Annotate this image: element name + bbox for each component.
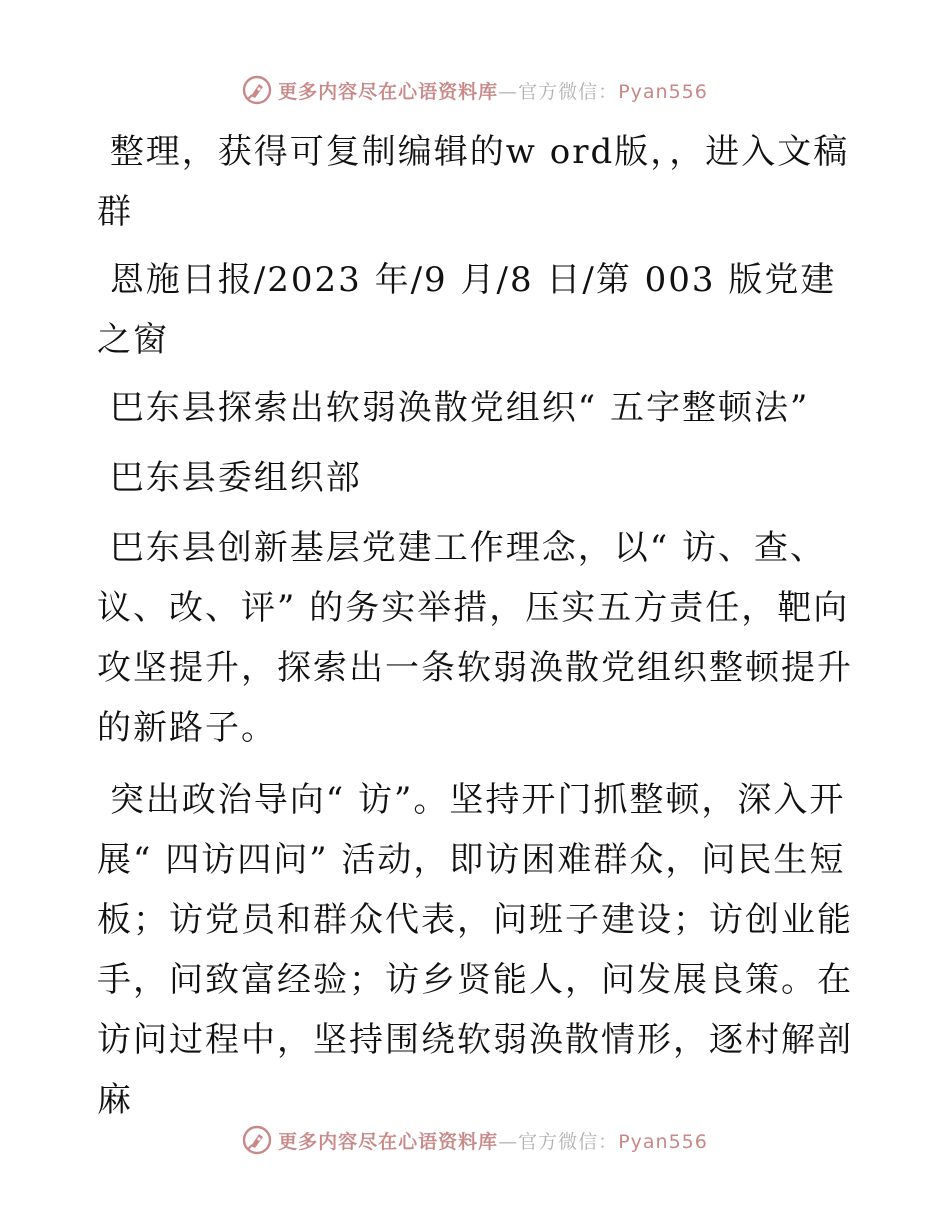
watermark-separator: — bbox=[498, 1130, 519, 1153]
source-line: 恩施日报/2023 年/9 月/8 日/第 003 版党建之窗 bbox=[97, 260, 837, 360]
watermark-id: Pyan556 bbox=[618, 80, 708, 103]
watermark-brand: 更多内容尽在心语资料库 bbox=[278, 1130, 499, 1153]
article-title: 巴东县探索出软弱涣散党组织“ 五字整顿法” bbox=[97, 388, 810, 428]
paragraph: 突出政治导向“ 访”。坚持开门抓整顿，深入开展“ 四访四问” 活动，即访困难群众，问民生短板；访党员和群众代表，问班子建设；访创业能手，问致富经验；访乡贤能人，问发展良策。在访问过程中，坚持围绕软弱涣散情形，逐村解剖麻 bbox=[97, 780, 853, 1120]
watermark-text bbox=[278, 1127, 708, 1154]
article-author: 巴东县委组织部 bbox=[97, 458, 362, 498]
pen-nib-circle-icon bbox=[242, 1125, 272, 1155]
paragraph: 巴东县创新基层党建工作理念，以“ 访、查、议、改、评” 的务实举措，压实五方责任，靶向攻坚提升，探索出一条软弱涣散党组织整顿提升的新路子。 bbox=[97, 528, 853, 748]
header-note: 整理，获得可复制编辑的w ord版，，进入文稿群 bbox=[97, 132, 850, 232]
watermark-text bbox=[278, 77, 708, 104]
pen-nib-circle-icon bbox=[242, 75, 272, 105]
watermark-header bbox=[0, 70, 950, 110]
watermark-official: 官方微信： bbox=[518, 1130, 619, 1153]
watermark-footer bbox=[0, 1120, 950, 1160]
watermark-official: 官方微信： bbox=[518, 80, 619, 103]
watermark-id: Pyan556 bbox=[618, 1130, 708, 1153]
watermark-brand: 更多内容尽在心语资料库 bbox=[278, 80, 499, 103]
document-body bbox=[97, 122, 857, 1130]
watermark-separator: — bbox=[498, 80, 519, 103]
